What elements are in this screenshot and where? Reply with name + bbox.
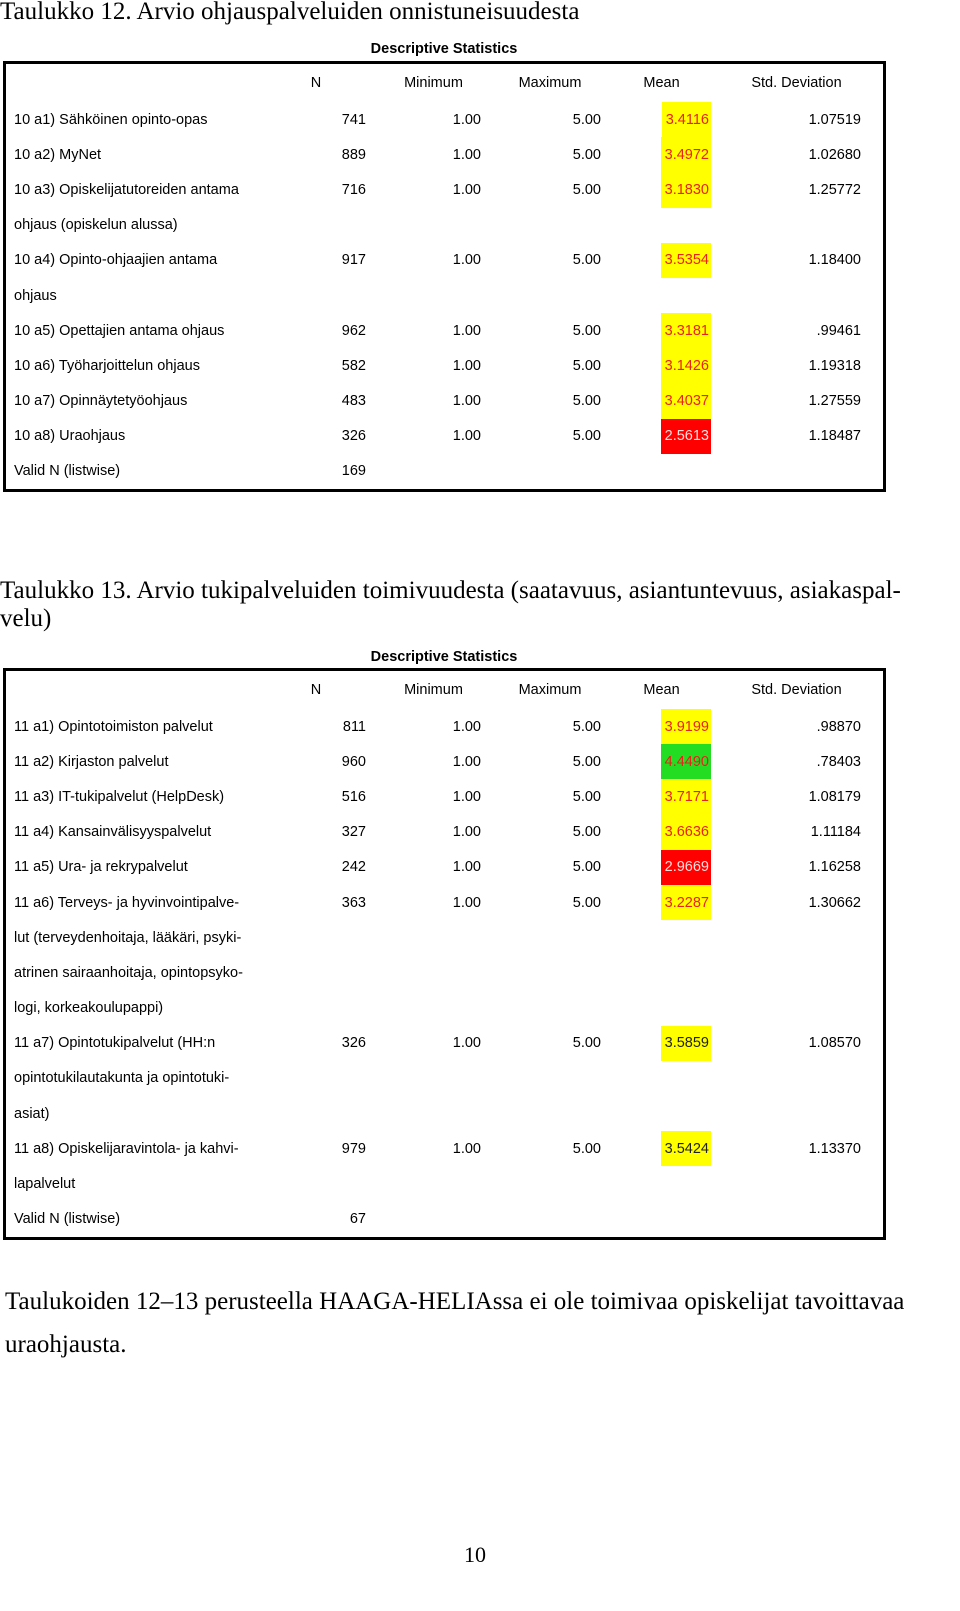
mean-highlight: 2.9669	[661, 850, 711, 885]
cell-std-deviation: 1.11184	[810, 824, 861, 841]
cell-minimum: 1.00	[452, 894, 481, 911]
cell-n: 326	[341, 428, 366, 445]
cell-std-deviation	[711, 278, 861, 313]
cell-label: 10 a8) Uraohjaus	[14, 428, 126, 445]
cell-maximum: 5.00	[572, 718, 601, 735]
cell-label: opintotukilautakunta ja opintotuki-	[14, 1070, 230, 1087]
cell-label: Valid N (listwise)	[14, 463, 121, 480]
cell-n	[256, 1061, 366, 1096]
cell-std-deviation	[711, 1096, 861, 1131]
mean-highlight: 2.5613	[661, 419, 711, 454]
cell-mean	[601, 137, 711, 172]
mean-highlight: 3.3181	[661, 313, 711, 348]
cell-mean	[601, 955, 711, 990]
cell-mean	[601, 885, 711, 920]
header-row	[6, 64, 883, 102]
cell-minimum: 1.00	[452, 718, 481, 735]
header-std-deviation: Std. Deviation	[751, 682, 842, 698]
mean-highlight: 3.1830	[661, 172, 711, 207]
header-mean: Mean	[643, 75, 680, 91]
mean-highlight: 3.4116	[662, 102, 711, 137]
table12-descriptive-statistics	[3, 61, 886, 492]
cell-label: 10 a7) Opinnäytetyöohjaus	[14, 393, 188, 410]
cell-maximum: 5.00	[572, 393, 601, 410]
cell-maximum	[481, 920, 601, 955]
cell-mean	[601, 454, 711, 489]
table-row	[6, 1096, 883, 1131]
cell-n: 741	[341, 111, 366, 128]
cell-minimum: 1.00	[452, 428, 481, 445]
table-row	[6, 920, 883, 955]
header-row	[6, 671, 883, 709]
cell-std-deviation: 1.02680	[808, 146, 861, 163]
cell-mean	[601, 1096, 711, 1131]
cell-n: 363	[341, 894, 366, 911]
cell-std-deviation: 1.07519	[808, 111, 861, 128]
cell-maximum: 5.00	[572, 428, 601, 445]
cell-label: 10 a2) MyNet	[14, 146, 102, 163]
cell-minimum	[366, 1202, 481, 1237]
cell-minimum	[366, 1166, 481, 1201]
cell-mean	[601, 102, 711, 137]
mean-highlight: 3.5859	[661, 1026, 711, 1061]
cell-maximum: 5.00	[572, 824, 601, 841]
cell-n	[256, 991, 366, 1026]
cell-minimum: 1.00	[452, 859, 481, 876]
cell-mean	[601, 348, 711, 383]
cell-n	[256, 1166, 366, 1201]
table-row	[6, 885, 883, 920]
cell-n	[256, 208, 366, 243]
cell-std-deviation	[711, 1166, 861, 1201]
cell-label: 11 a3) IT-tukipalvelut (HelpDesk)	[14, 788, 225, 805]
cell-maximum: 5.00	[572, 753, 601, 770]
cell-label: logi, korkeakoulupappi)	[14, 1000, 164, 1017]
cell-label: 11 a1) Opintotoimiston palvelut	[14, 718, 213, 735]
cell-n: 917	[341, 252, 366, 269]
cell-mean	[601, 709, 711, 744]
table-row	[6, 815, 883, 850]
cell-mean	[601, 1131, 711, 1166]
cell-maximum	[481, 1061, 601, 1096]
cell-maximum: 5.00	[572, 1035, 601, 1052]
cell-maximum: 5.00	[572, 111, 601, 128]
table-row	[6, 1202, 883, 1237]
cell-label: 10 a3) Opiskelijatutoreiden antama	[14, 181, 239, 198]
cell-n	[256, 1096, 366, 1131]
cell-mean	[601, 1026, 711, 1061]
cell-label: 11 a4) Kansainvälisyyspalvelut	[14, 824, 212, 841]
header-std-deviation: Std. Deviation	[751, 75, 842, 91]
table13-caption-line2: velu)	[0, 605, 52, 632]
cell-std-deviation	[711, 1202, 861, 1237]
cell-std-deviation: 1.08179	[808, 788, 861, 805]
cell-label: Valid N (listwise)	[14, 1211, 121, 1228]
cell-maximum	[481, 278, 601, 313]
cell-label: 10 a5) Opettajien antama ohjaus	[14, 322, 225, 339]
header-n: N	[310, 682, 322, 698]
table-row	[6, 744, 883, 779]
cell-label: atrinen sairaanhoitaja, opintopsyko-	[14, 964, 243, 981]
cell-n: 483	[341, 393, 366, 410]
table-row	[6, 243, 883, 278]
cell-mean	[601, 208, 711, 243]
cell-maximum: 5.00	[572, 357, 601, 374]
cell-mean	[601, 278, 711, 313]
table-row	[6, 384, 883, 419]
page-number: 10	[464, 1542, 486, 1567]
cell-maximum: 5.00	[572, 859, 601, 876]
table-row	[6, 102, 883, 137]
cell-maximum: 5.00	[572, 181, 601, 198]
table-row	[6, 1026, 883, 1061]
cell-minimum: 1.00	[452, 357, 481, 374]
cell-minimum: 1.00	[452, 181, 481, 198]
cell-std-deviation: 1.16258	[808, 859, 861, 876]
mean-highlight: 3.5354	[661, 243, 711, 278]
mean-highlight: 3.9199	[661, 709, 711, 744]
cell-n: 516	[341, 788, 366, 805]
cell-n: 67	[349, 1211, 366, 1228]
cell-n	[256, 278, 366, 313]
mean-highlight: 3.4037	[661, 384, 711, 419]
cell-mean	[601, 313, 711, 348]
cell-mean	[601, 384, 711, 419]
cell-label: lapalvelut	[14, 1176, 76, 1193]
table13-descriptive-statistics	[3, 668, 886, 1240]
cell-mean	[601, 815, 711, 850]
mean-highlight: 3.2287	[661, 885, 711, 920]
cell-minimum: 1.00	[452, 788, 481, 805]
table13-stat-title: Descriptive Statistics	[370, 649, 518, 665]
cell-maximum	[481, 1096, 601, 1131]
cell-maximum	[481, 454, 601, 489]
header-minimum: Minimum	[404, 682, 463, 698]
cell-mean	[601, 744, 711, 779]
cell-n: 889	[341, 146, 366, 163]
cell-maximum	[481, 1202, 601, 1237]
header-mean: Mean	[643, 682, 680, 698]
cell-label: 11 a6) Terveys- ja hyvinvointipalve-	[14, 894, 240, 911]
cell-maximum	[481, 991, 601, 1026]
mean-highlight: 3.6636	[661, 815, 711, 850]
cell-std-deviation: 1.30662	[808, 894, 861, 911]
cell-mean	[601, 172, 711, 207]
table-row	[6, 419, 883, 454]
cell-std-deviation: 1.19318	[808, 357, 861, 374]
cell-n: 326	[341, 1035, 366, 1052]
cell-mean	[601, 991, 711, 1026]
cell-label: ohjaus	[14, 287, 57, 304]
cell-label: 10 a1) Sähköinen opinto-opas	[14, 111, 208, 128]
cell-mean	[601, 1202, 711, 1237]
cell-std-deviation: .99461	[816, 322, 861, 339]
table-row	[6, 172, 883, 207]
cell-minimum	[366, 1061, 481, 1096]
table-row	[6, 709, 883, 744]
mean-highlight: 3.1426	[661, 348, 711, 383]
cell-mean	[601, 920, 711, 955]
cell-maximum: 5.00	[572, 788, 601, 805]
cell-n	[256, 920, 366, 955]
header-n: N	[310, 75, 322, 91]
header-maximum: Maximum	[518, 75, 582, 91]
cell-label: 11 a7) Opintotukipalvelut (HH:n	[14, 1035, 216, 1052]
mean-highlight: 3.4972	[661, 137, 711, 172]
cell-std-deviation: .98870	[816, 718, 861, 735]
cell-n: 169	[341, 463, 366, 480]
cell-minimum	[366, 1096, 481, 1131]
mean-highlight: 4.4490	[661, 744, 711, 779]
cell-n	[256, 955, 366, 990]
table-row	[6, 313, 883, 348]
cell-label: 11 a5) Ura- ja rekrypalvelut	[14, 859, 188, 876]
cell-std-deviation: 1.18400	[808, 252, 861, 269]
cell-std-deviation	[711, 1061, 861, 1096]
cell-minimum: 1.00	[452, 753, 481, 770]
cell-n: 979	[341, 1140, 366, 1157]
cell-minimum: 1.00	[452, 1035, 481, 1052]
table-row	[6, 991, 883, 1026]
table-row	[6, 850, 883, 885]
cell-label: 11 a8) Opiskelijaravintola- ja kahvi-	[14, 1140, 239, 1157]
table-row	[6, 208, 883, 243]
cell-minimum	[366, 955, 481, 990]
cell-label: asiat)	[14, 1105, 50, 1122]
cell-mean	[601, 243, 711, 278]
cell-maximum	[481, 955, 601, 990]
cell-n: 327	[341, 824, 366, 841]
cell-n: 582	[341, 357, 366, 374]
table-row	[6, 137, 883, 172]
cell-maximum: 5.00	[572, 252, 601, 269]
table-row	[6, 278, 883, 313]
table-row	[6, 955, 883, 990]
cell-std-deviation: 1.25772	[808, 181, 861, 198]
cell-mean	[601, 779, 711, 814]
cell-mean	[601, 850, 711, 885]
cell-mean	[601, 1061, 711, 1096]
cell-mean	[601, 419, 711, 454]
table13-caption-line1: Taulukko 13. Arvio tukipalveluiden toimivuudesta (saatavuus, asiantuntevuus, asiakaspal-	[0, 577, 901, 604]
cell-label: 11 a2) Kirjaston palvelut	[14, 753, 169, 770]
table-row	[6, 1061, 883, 1096]
table-row	[6, 1131, 883, 1166]
mean-highlight: 3.5424	[661, 1131, 711, 1166]
cell-maximum	[481, 1166, 601, 1201]
cell-n: 960	[341, 753, 366, 770]
table-row	[6, 454, 883, 489]
header-minimum: Minimum	[404, 75, 463, 91]
cell-std-deviation: 1.13370	[808, 1140, 861, 1157]
cell-n: 811	[342, 718, 366, 735]
cell-minimum	[366, 278, 481, 313]
cell-std-deviation: 1.08570	[808, 1035, 861, 1052]
cell-minimum	[366, 920, 481, 955]
mean-highlight: 3.7171	[661, 779, 711, 814]
cell-n: 242	[341, 859, 366, 876]
cell-minimum: 1.00	[452, 111, 481, 128]
header-maximum: Maximum	[518, 682, 582, 698]
table-row	[6, 779, 883, 814]
cell-minimum: 1.00	[452, 146, 481, 163]
cell-std-deviation	[711, 955, 861, 990]
cell-std-deviation: 1.27559	[808, 393, 861, 410]
table12-caption: Taulukko 12. Arvio ohjauspalveluiden onnistuneisuudesta	[0, 0, 580, 25]
footer-paragraph: Taulukoiden 12–13 perusteella HAAGA-HELIAssa ei ole toimivaa opiskelijat tavoittavaa uraohjausta.	[5, 1288, 905, 1358]
cell-maximum: 5.00	[572, 894, 601, 911]
cell-std-deviation	[711, 920, 861, 955]
cell-minimum: 1.00	[452, 824, 481, 841]
cell-minimum: 1.00	[452, 1140, 481, 1157]
table12-stat-title: Descriptive Statistics	[370, 41, 518, 57]
cell-minimum: 1.00	[452, 322, 481, 339]
cell-n: 962	[341, 322, 366, 339]
cell-mean	[601, 1166, 711, 1201]
cell-minimum	[366, 454, 481, 489]
cell-minimum: 1.00	[452, 252, 481, 269]
cell-maximum	[481, 208, 601, 243]
cell-maximum: 5.00	[572, 1140, 601, 1157]
cell-minimum	[366, 991, 481, 1026]
cell-n: 716	[341, 181, 366, 198]
cell-maximum: 5.00	[572, 146, 601, 163]
cell-label: 10 a6) Työharjoittelun ohjaus	[14, 357, 200, 374]
cell-minimum: 1.00	[452, 393, 481, 410]
cell-std-deviation	[711, 991, 861, 1026]
cell-maximum: 5.00	[572, 322, 601, 339]
table-row	[6, 1166, 883, 1201]
cell-std-deviation: 1.18487	[808, 428, 861, 445]
cell-std-deviation	[711, 454, 861, 489]
table-row	[6, 348, 883, 383]
cell-minimum	[366, 208, 481, 243]
cell-std-deviation: .78403	[816, 753, 861, 770]
cell-label: 10 a4) Opinto-ohjaajien antama	[14, 252, 218, 269]
cell-label: lut (terveydenhoitaja, lääkäri, psyki-	[14, 929, 242, 946]
cell-std-deviation	[711, 208, 861, 243]
cell-label: ohjaus (opiskelun alussa)	[14, 217, 178, 234]
